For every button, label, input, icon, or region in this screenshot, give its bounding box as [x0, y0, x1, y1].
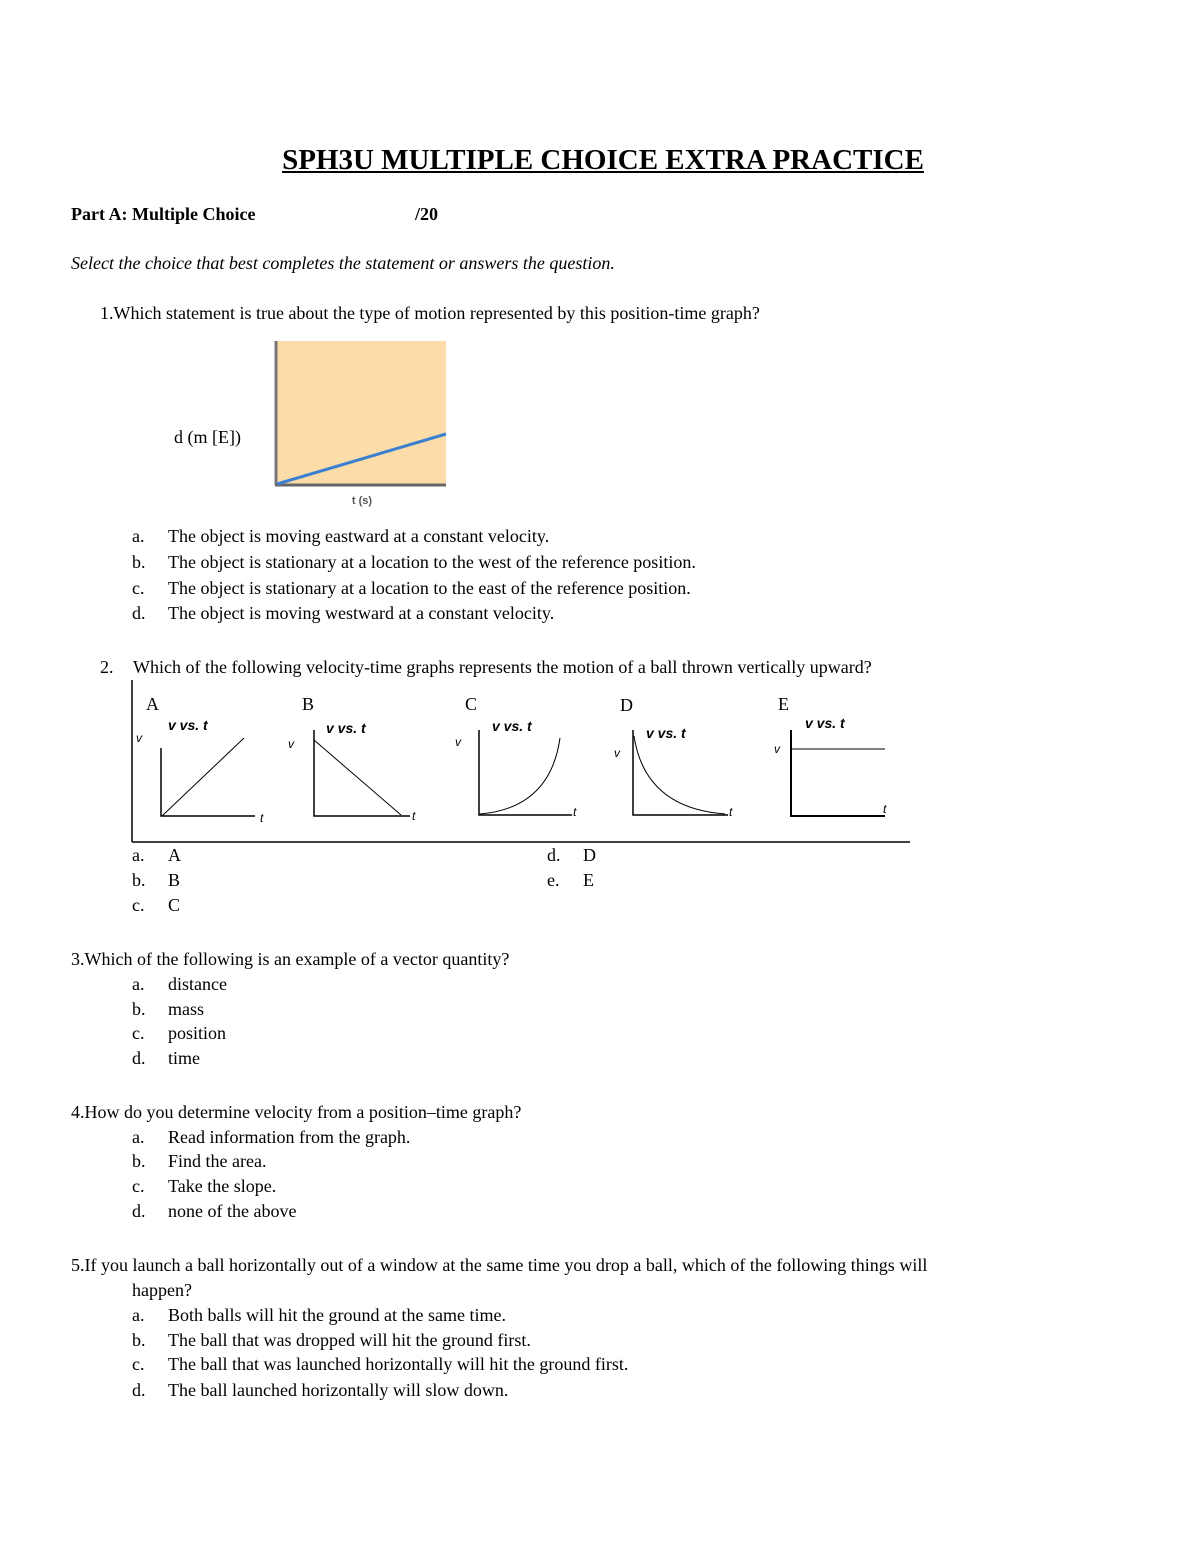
graph-c-label: C	[465, 694, 478, 714]
option-text: The object is stationary at a location to the east of the reference position.	[168, 578, 691, 598]
graph-d-xlabel: t	[729, 805, 733, 819]
option-text: Find the area.	[168, 1151, 267, 1171]
option-letter: d.	[132, 603, 146, 623]
option-letter: a.	[132, 526, 145, 546]
option-letter: a.	[132, 1305, 145, 1325]
option-text: C	[168, 895, 181, 915]
option-text: B	[168, 870, 181, 890]
option-text: E	[583, 870, 594, 890]
question-text-continued: happen?	[132, 1280, 192, 1300]
option-letter: b.	[132, 1151, 146, 1171]
part-a-label: Part A: Multiple Choice	[71, 204, 256, 224]
option-letter: d.	[132, 1048, 146, 1068]
velocity-time-graphs	[120, 678, 920, 848]
graph-a-title: v vs. t	[168, 717, 208, 733]
graph-e-label: E	[778, 694, 789, 714]
question-text: How do you determine velocity from a position–time graph?	[84, 1102, 522, 1122]
option-letter: e.	[547, 870, 560, 890]
graph-b-xlabel: t	[412, 809, 416, 823]
graph-a-axes	[161, 748, 255, 816]
option-text: The object is moving eastward at a constant velocity.	[168, 526, 550, 546]
option-text: A	[168, 845, 181, 865]
graph-c-axes	[479, 730, 572, 815]
option-text: Both balls will hit the ground at the same time.	[168, 1305, 506, 1325]
option-text: none of the above	[168, 1201, 297, 1221]
graph-c-curve	[480, 738, 560, 814]
question-1	[100, 302, 760, 324]
graph-a-ylabel: v	[136, 731, 142, 745]
option-letter: c.	[132, 578, 145, 598]
graph-b-label: B	[302, 694, 315, 714]
option-text: mass	[168, 999, 204, 1019]
option-letter: d.	[547, 845, 561, 865]
graph-e-ylabel: v	[774, 742, 780, 756]
graph-d-label: D	[620, 695, 633, 715]
question-number: 5.	[71, 1255, 85, 1275]
question-5	[71, 1254, 927, 1276]
graph-c-ylabel: v	[455, 735, 461, 749]
question-text: If you launch a ball horizontally out of a window at the same time you drop a ball, which of the following things will	[84, 1255, 928, 1275]
instructions: Select the choice that best completes the statement or answers the question.	[71, 253, 615, 273]
graph-d-title: v vs. t	[646, 725, 686, 741]
option-text: The object is moving westward at a constant velocity.	[168, 603, 555, 623]
graph-d-curve	[634, 736, 725, 814]
option-letter: c.	[132, 1354, 145, 1374]
option-letter: a.	[132, 974, 145, 994]
graph-a-curve	[162, 738, 244, 816]
graph-d-ylabel: v	[614, 746, 620, 760]
option-text: D	[583, 845, 596, 865]
graph-background	[276, 341, 446, 484]
option-letter: b.	[132, 870, 146, 890]
graph-a-xlabel: t	[260, 811, 264, 825]
part-a-score: /20	[415, 204, 439, 224]
option-text: time	[168, 1048, 200, 1068]
option-text: Read information from the graph.	[168, 1127, 411, 1147]
option-letter: d.	[132, 1380, 146, 1400]
question-number: 3.	[71, 949, 85, 969]
option-text: The ball that was dropped will hit the ground first.	[168, 1330, 531, 1350]
option-text: The object is stationary at a location to the west of the reference position.	[168, 552, 696, 572]
question-text: Which statement is true about the type of motion represented by this position-time graph?	[113, 303, 760, 323]
graph-e-axes	[791, 730, 885, 816]
option-letter: b.	[132, 552, 146, 572]
option-letter: c.	[132, 895, 145, 915]
graph-ylabel: d (m [E])	[174, 427, 241, 447]
page-title: SPH3U MULTIPLE CHOICE EXTRA PRACTICE	[282, 144, 924, 176]
option-letter: a.	[132, 845, 145, 865]
position-time-graph	[270, 338, 455, 513]
question-text: Which of the following velocity-time graphs represents the motion of a ball thrown vertically upward?	[133, 657, 872, 677]
graph-b-curve	[314, 740, 401, 815]
graph-e-title: v vs. t	[805, 715, 845, 731]
graph-d-axes	[633, 730, 728, 815]
graph-xlabel: t (s)	[351, 495, 373, 507]
graph-a-label: A	[146, 694, 159, 714]
question-text: Which of the following is an example of a vector quantity?	[84, 949, 510, 969]
question-number: 2.	[100, 657, 114, 677]
option-letter: b.	[132, 999, 146, 1019]
graph-b-ylabel: v	[288, 737, 294, 751]
option-text: position	[168, 1023, 227, 1043]
graph-e-xlabel: t	[883, 802, 887, 816]
graph-b-axes	[314, 730, 410, 816]
question-number: 1.	[100, 303, 114, 323]
option-letter: c.	[132, 1023, 145, 1043]
question-number: 4.	[71, 1102, 85, 1122]
option-letter: c.	[132, 1176, 145, 1196]
graph-c-title: v vs. t	[492, 718, 532, 734]
option-text: The ball that was launched horizontally will hit the ground first.	[168, 1354, 629, 1374]
option-a	[132, 525, 145, 547]
option-letter: b.	[132, 1330, 146, 1350]
option-letter: d.	[132, 1201, 146, 1221]
option-letter: a.	[132, 1127, 145, 1147]
option-text: The ball launched horizontally will slow down.	[168, 1380, 509, 1400]
graph-b-title: v vs. t	[326, 720, 366, 736]
option-text: distance	[168, 974, 227, 994]
option-text: Take the slope.	[168, 1176, 277, 1196]
question-3	[71, 948, 509, 970]
graph-c-xlabel: t	[573, 805, 577, 819]
question-4	[71, 1101, 521, 1123]
